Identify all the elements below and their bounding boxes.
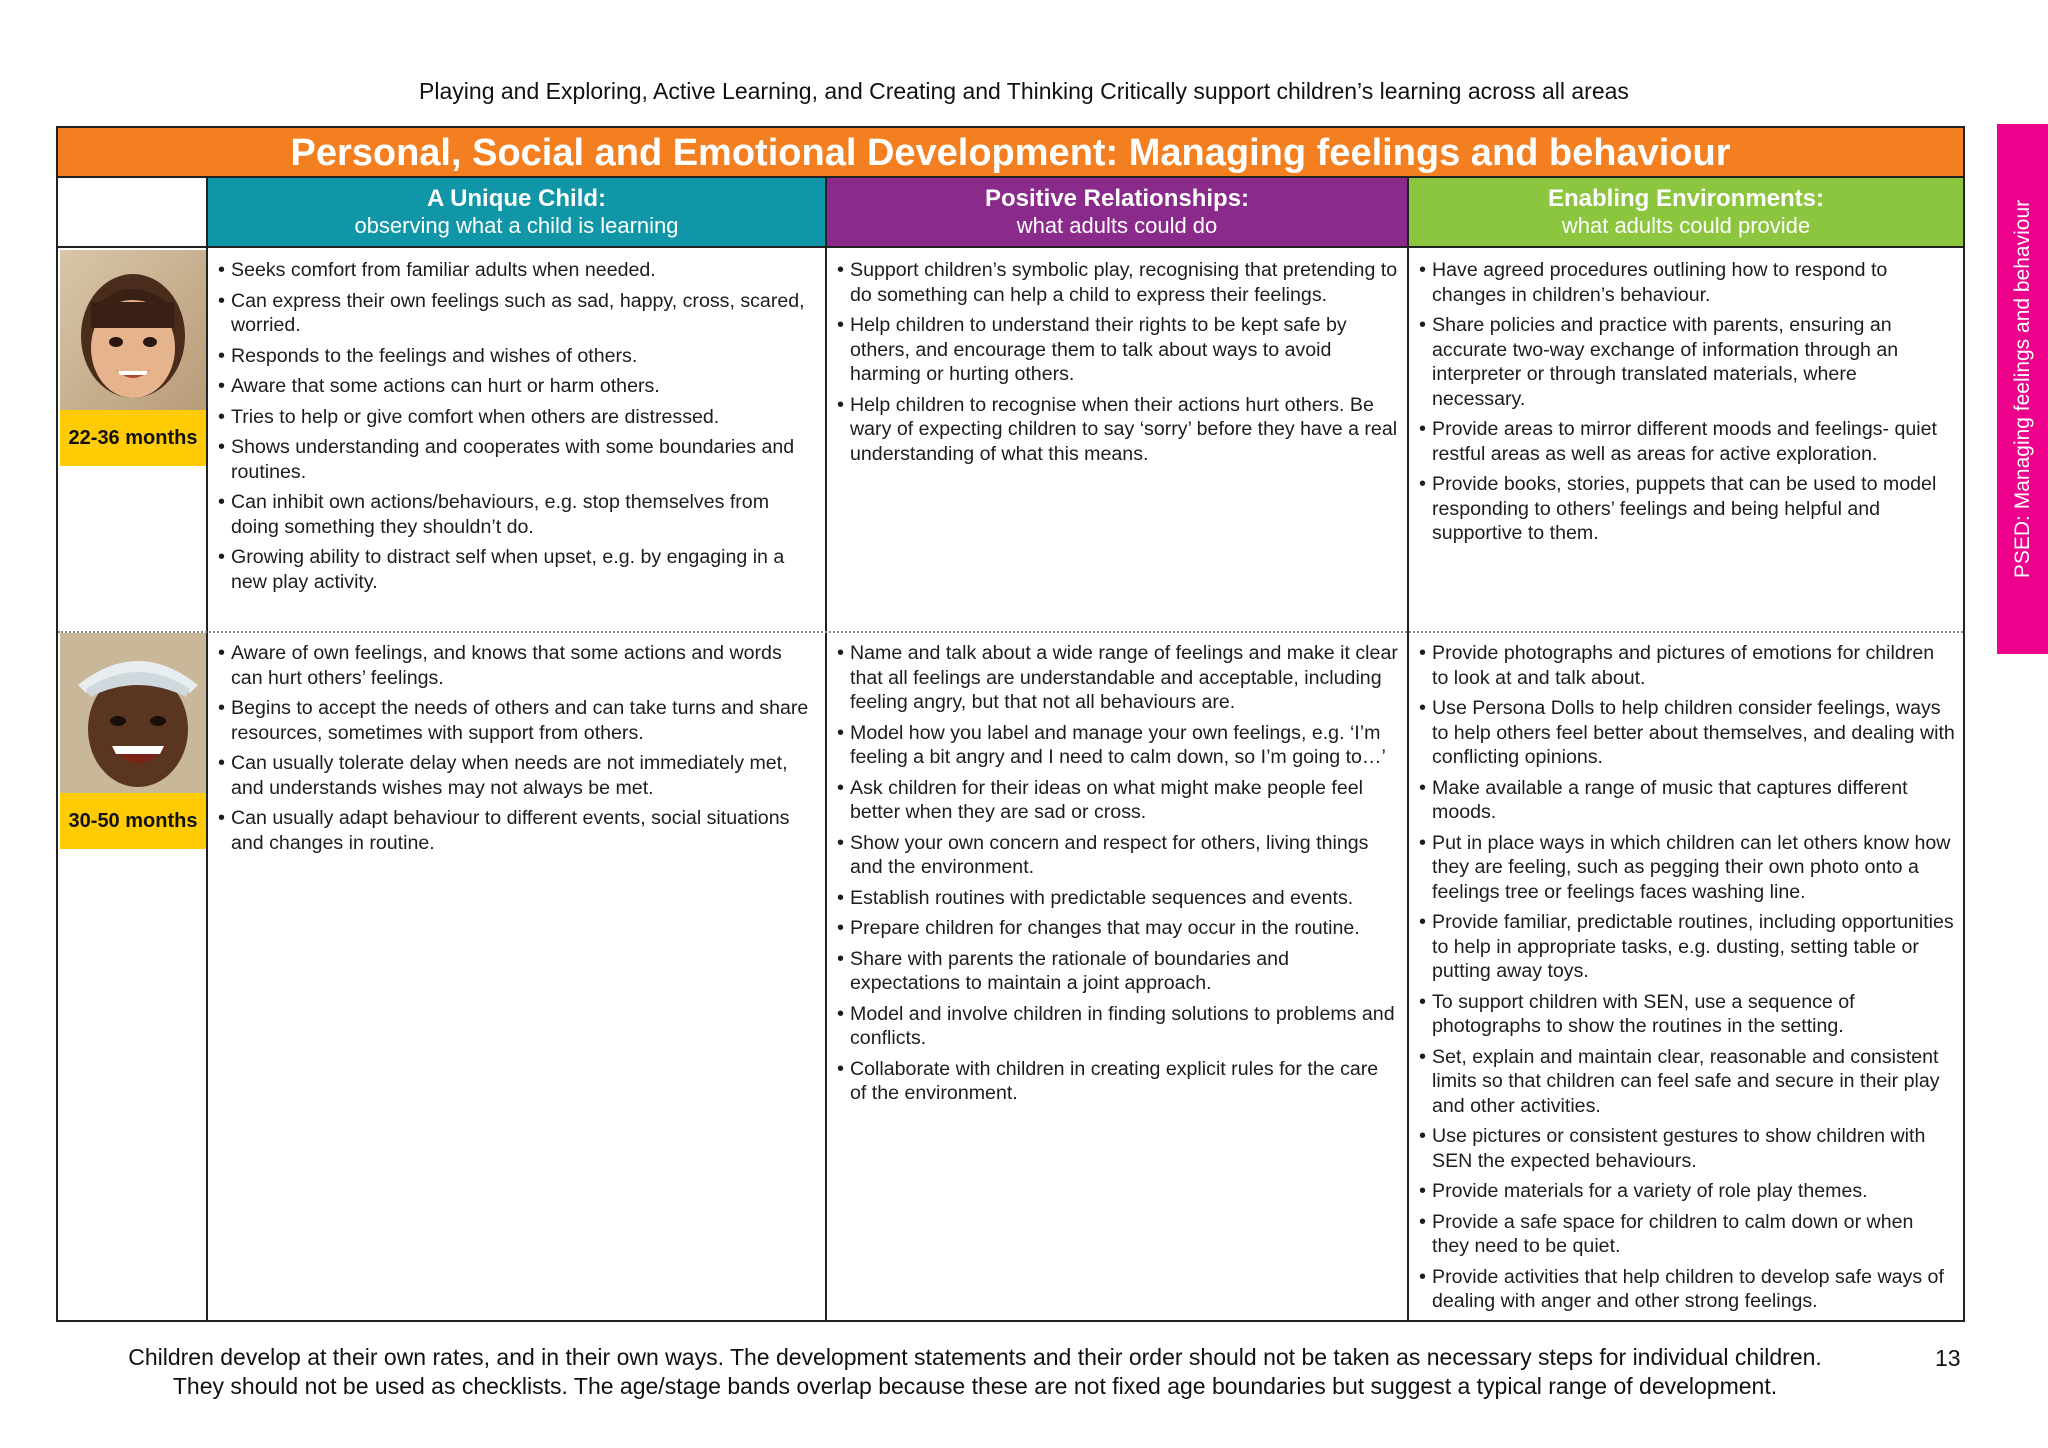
content-table xyxy=(56,126,1965,1322)
list-item: • Share policies and practice with parents, ensuring an accurate two-way exchange of information through an interpreter or through translated materials, where necessary. xyxy=(1419,313,1955,411)
list-item: • Provide areas to mirror different moods and feelings- quiet restful areas as well as areas for active exploration. xyxy=(1419,417,1955,466)
list-item: • Model and involve children in finding solutions to problems and conflicts. xyxy=(837,1002,1399,1051)
side-tab-label: PSED: Managing feelings and behaviour xyxy=(2010,199,2034,579)
section-side-tab xyxy=(1997,124,2048,654)
list-item: • Can usually adapt behaviour to different events, social situations and changes in routine. xyxy=(218,806,817,855)
list-item: • Can express their own feelings such as sad, happy, cross, scared, worried. xyxy=(218,289,817,338)
child-photo-girl xyxy=(60,250,206,410)
footer-line-2: They should not be used as checklists. The age/stage bands overlap because these are not fixed age boundaries but suggest a typical range of development. xyxy=(172,1373,1778,1399)
list-item: • Ask children for their ideas on what might make people feel better when they are sad or cross. xyxy=(837,776,1399,825)
footer-note xyxy=(60,1343,1890,1401)
header-positive-relationships-title: Positive Relationships: xyxy=(984,185,1250,212)
list-item: • Prepare children for changes that may occur in the routine. xyxy=(837,916,1399,941)
list-item: • Support children’s symbolic play, recognising that pretending to do something can help a child to express their feelings. xyxy=(837,258,1399,307)
age-band-30-50: 30-50 months xyxy=(60,793,206,849)
list-item: • Provide materials for a variety of role play themes. xyxy=(1419,1179,1955,1204)
list-item: • Provide books, stories, puppets that can be used to model responding to others’ feelings and being helpful and supportive to them. xyxy=(1419,472,1955,546)
header-positive-relationships-subtitle: what adults could do xyxy=(1016,213,1218,238)
list-item: • Tries to help or give comfort when others are distressed. xyxy=(218,405,817,430)
list-item: • Provide familiar, predictable routines, including opportunities to help in appropriate tasks, e.g. dusting, setting table or putting away toys. xyxy=(1419,910,1955,984)
list-item: • Can inhibit own actions/behaviours, e.g. stop themselves from doing something they shouldn’t do. xyxy=(218,490,817,539)
list-item: • Help children to understand their rights to be kept safe by others, and encourage them to talk about ways to avoid harming or hurting others. xyxy=(837,313,1399,387)
row2-enabling-environments-cell xyxy=(1409,633,1963,1320)
child-photo-boy xyxy=(60,633,206,793)
list-item: • Use pictures or consistent gestures to show children with SEN the expected behaviours. xyxy=(1419,1124,1955,1173)
page-number: 13 xyxy=(1935,1345,1961,1371)
header-blank-cell xyxy=(58,178,208,248)
list-item: • Have agreed procedures outlining how to respond to changes in children’s behaviour. xyxy=(1419,258,1955,307)
row1-unique-child-cell xyxy=(208,250,825,600)
row2-positive-relationships-cell xyxy=(827,633,1407,1112)
row1-positive-relationships-cell xyxy=(827,250,1407,472)
list-item: • Growing ability to distract self when upset, e.g. by engaging in a new play activity. xyxy=(218,545,817,594)
list-item: • Make available a range of music that captures different moods. xyxy=(1419,776,1955,825)
row2-unique-child-cell xyxy=(208,633,825,861)
list-item: • Use Persona Dolls to help children consider feelings, ways to help others feel better about themselves, and dealing with conflicting opinions. xyxy=(1419,696,1955,770)
list-item: • Set, explain and maintain clear, reasonable and consistent limits so that children can feel safe and secure in their play and other activities. xyxy=(1419,1045,1955,1119)
list-item: • Shows understanding and cooperates with some boundaries and routines. xyxy=(218,435,817,484)
row1-enabling-environments-cell xyxy=(1409,250,1963,552)
list-item: • Establish routines with predictable sequences and events. xyxy=(837,886,1399,911)
list-item: • Share with parents the rationale of boundaries and expectations to maintain a joint approach. xyxy=(837,947,1399,996)
header-positive-relationships xyxy=(827,178,1409,248)
page-title: Personal, Social and Emotional Development: Managing feelings and behaviour xyxy=(58,128,1963,178)
list-item: • Provide a safe space for children to calm down or when they need to be quiet. xyxy=(1419,1210,1955,1259)
list-item: • Can usually tolerate delay when needs are not immediately met, and understands wishes may not always be met. xyxy=(218,751,817,800)
list-item: • Aware of own feelings, and knows that some actions and words can hurt others’ feelings. xyxy=(218,641,817,690)
list-item: • Aware that some actions can hurt or harm others. xyxy=(218,374,817,399)
header-unique-child-title: A Unique Child: xyxy=(426,185,607,212)
list-item: • Provide activities that help children to develop safe ways of dealing with anger and other strong feelings. xyxy=(1419,1265,1955,1314)
header-unique-child xyxy=(208,178,827,248)
header-enabling-environments-subtitle: what adults could provide xyxy=(1561,213,1811,238)
age-band-22-36: 22-36 months xyxy=(60,410,206,466)
list-item: • Collaborate with children in creating explicit rules for the care of the environment. xyxy=(837,1057,1399,1106)
list-item: • Provide photographs and pictures of emotions for children to look at and talk about. xyxy=(1419,641,1955,690)
framework-banner-text: Playing and Exploring, Active Learning, and Creating and Thinking Critically support children’s learning across all areas xyxy=(419,78,1629,104)
footer-line-1: Children develop at their own rates, and in their own ways. The development statements and their order should not be taken as necessary steps for individual children. xyxy=(128,1344,1822,1370)
list-item: • Help children to recognise when their actions hurt others. Be wary of expecting children to say ‘sorry’ before they have a real understanding of what this means. xyxy=(837,393,1399,467)
list-item: • Begins to accept the needs of others and can take turns and share resources, sometimes with support from others. xyxy=(218,696,817,745)
header-enabling-environments-title: Enabling Environments: xyxy=(1547,185,1825,212)
list-item: • Show your own concern and respect for others, living things and the environment. xyxy=(837,831,1399,880)
list-item: • Name and talk about a wide range of feelings and make it clear that all feelings are understandable and acceptable, including feeling angry, but that not all behaviours are. xyxy=(837,641,1399,715)
list-item: • Model how you label and manage your own feelings, e.g. ‘I’m feeling a bit angry and I need to calm down, so I’m going to…’ xyxy=(837,721,1399,770)
header-unique-child-subtitle: observing what a child is learning xyxy=(354,213,679,238)
list-item: • Seeks comfort from familiar adults when needed. xyxy=(218,258,817,283)
list-item: • Put in place ways in which children can let others know how they are feeling, such as pegging their own photo onto a feelings tree or feelings faces washing line. xyxy=(1419,831,1955,905)
list-item: • To support children with SEN, use a sequence of photographs to show the routines in the setting. xyxy=(1419,990,1955,1039)
list-item: • Responds to the feelings and wishes of others. xyxy=(218,344,817,369)
header-enabling-environments xyxy=(1409,178,1963,248)
